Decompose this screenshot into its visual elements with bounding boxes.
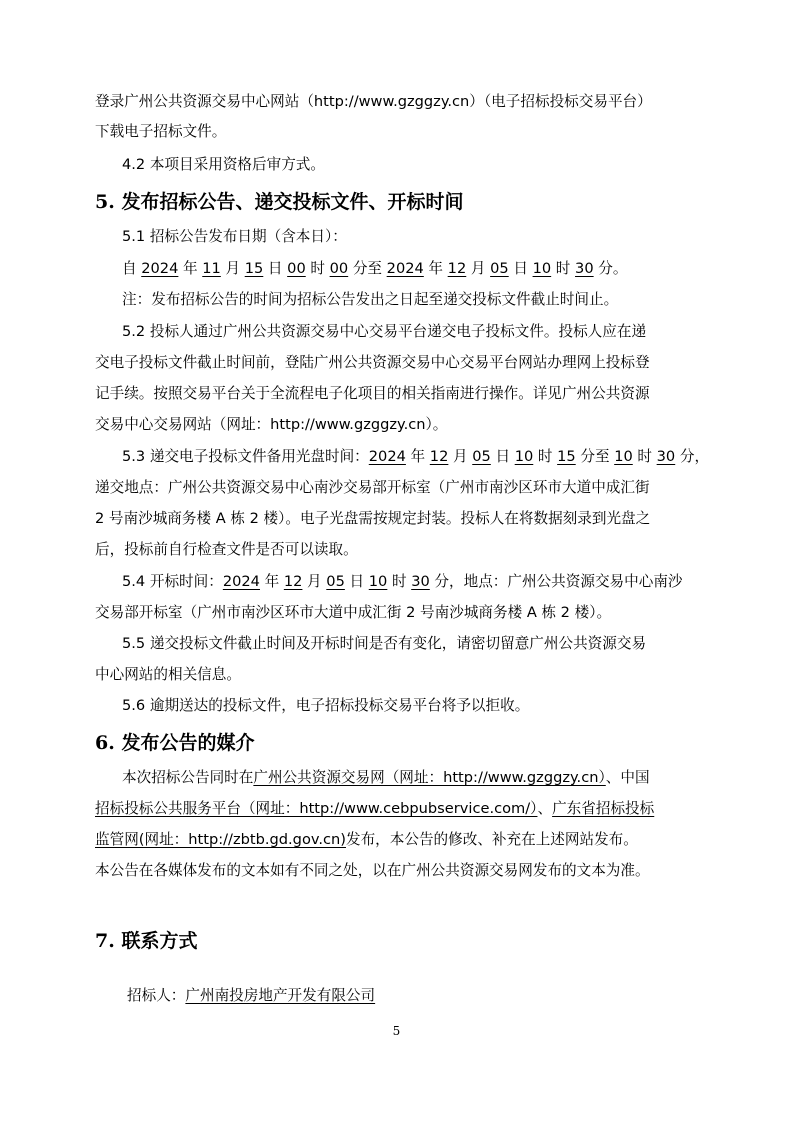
paragraph-line: 下载电子招标文件。 (95, 123, 227, 140)
media-line: 招标投标公共服务平台（网址：http://www.cebpubservice.com/）、广东省招标投标 (95, 800, 655, 817)
paragraph-line: 交易部开标室（广州市南沙区环市大道中成汇街 2 号南沙城商务楼 A 栋 2 楼）。 (95, 604, 612, 621)
media-line: 本次招标公告同时在广州公共资源交易网（网址：http://www.gzggzy.cn）、中国 (122, 769, 650, 786)
media-line: 监管网(网址：http://zbtb.gd.gov.cn)发布，本公告的修改、补充在上述网站发布。 (95, 831, 638, 848)
page-number: 5 (392, 1024, 401, 1038)
media-link-gzggzy[interactable]: 广州公共资源交易网（网址：http://www.gzggzy.cn） (253, 769, 606, 786)
section-heading-6: 6. 发布公告的媒介 (95, 732, 255, 754)
note-line: 注：发布招标公告的时间为招标公告发出之日起至递交投标文件截止时间止。 (122, 291, 619, 308)
paragraph-line: 中心网站的相关信息。 (95, 666, 241, 683)
disc-time-line: 5.3 递交电子投标文件备用光盘时间：2024 年 12 月 05 日 10 时 15 分至 10 时 30 分， (122, 448, 710, 465)
tenderer-label: 招标人： (127, 987, 186, 1004)
paragraph-line: 后，投标前自行检查文件是否可以读取。 (95, 541, 358, 558)
section-heading-7: 7. 联系方式 (95, 930, 198, 952)
media-link-gd-platform[interactable]: 广东省招标投标 (552, 800, 655, 817)
tenderer-line (127, 986, 375, 1006)
paragraph-line: 5.2 投标人通过广州公共资源交易中心交易平台递交电子投标文件。投标人应在递 (122, 323, 647, 340)
paragraph-line: 2 号南沙城商务楼 A 栋 2 楼）。电子光盘需按规定封装。投标人在将数据刻录到光盘之 (95, 510, 651, 527)
paragraph-line: 递交地点：广州公共资源交易中心南沙交易部开标室（广州市南沙区环市大道中成汇街 (95, 479, 650, 496)
tenderer-name: 广州南投房地产开发有限公司 (185, 987, 376, 1004)
opening-time-line: 5.4 开标时间：2024 年 12 月 05 日 10 时 30 分，地点：广州公共资源交易中心南沙 (122, 573, 683, 590)
paragraph-line: 登录广州公共资源交易中心网站（http://www.gzggzy.cn）（电子招标投标交易平台） (95, 93, 652, 110)
paragraph-line: 记手续。按照交易平台关于全流程电子化项目的相关指南进行操作。详见广州公共资源 (95, 385, 650, 402)
media-link-cebpubservice[interactable]: 招标投标公共服务平台（网址：http://www.cebpubservice.com/） (95, 800, 538, 817)
paragraph-line: 5.1 招标公告发布日期（含本日）： (122, 228, 347, 245)
paragraph-line: 4.2 本项目采用资格后审方式。 (122, 156, 325, 173)
publish-date-line: 自 2024 年 11 月 15 日 00 时 00 分至 2024 年 12 月 05 日 10 时 30 分。 (122, 260, 628, 277)
paragraph-line: 5.6 逾期送达的投标文件，电子招标投标交易平台将予以拒收。 (122, 697, 530, 714)
section-heading-5: 5. 发布招标公告、递交投标文件、开标时间 (95, 191, 464, 213)
paragraph-line: 5.5 递交投标文件截止时间及开标时间是否有变化，请密切留意广州公共资源交易 (122, 635, 647, 652)
paragraph-line: 交电子投标文件截止时间前，登陆广州公共资源交易中心交易平台网站办理网上投标登 (95, 354, 650, 371)
media-link-zbtb[interactable]: 监管网(网址：http://zbtb.gd.gov.cn) (95, 831, 346, 848)
paragraph-line: 交易中心交易网站（网址：http://www.gzggzy.cn）。 (95, 416, 448, 433)
paragraph-line: 本公告在各媒体发布的文本如有不同之处，以在广州公共资源交易网发布的文本为准。 (95, 862, 650, 879)
